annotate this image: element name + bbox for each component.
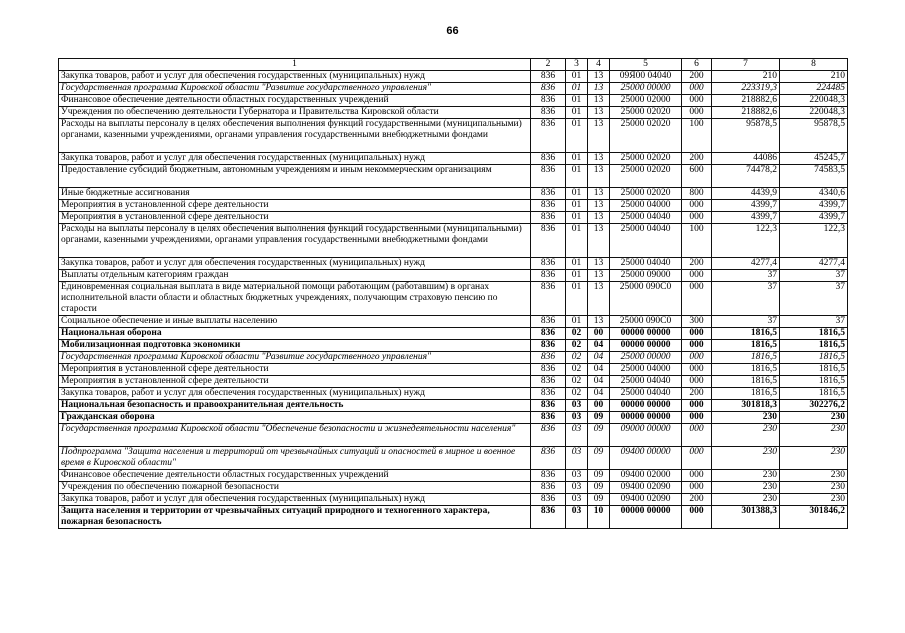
row-code-subsection: 04 <box>588 376 610 388</box>
row-code-subsection: 13 <box>588 153 610 165</box>
row-name: Финансовое обеспечение деятельности областных государственных учреждений <box>59 95 531 107</box>
row-code-section: 03 <box>566 482 588 494</box>
row-name: Государственная программа Кировской области "Обеспечение безопасности и жизнедеятельности населения" <box>59 424 531 447</box>
row-name: Расходы на выплаты персоналу в целях обеспечения выполнения функций государственными (муниципальными) органами, казенными учреждениями, органами управления государственными внебюджетными фондами <box>59 224 531 258</box>
row-code-expense: 000 <box>682 400 712 412</box>
row-code-expense: 200 <box>682 258 712 270</box>
row-code-section: 03 <box>566 470 588 482</box>
row-code-admin: 836 <box>531 494 566 506</box>
row-code-expense: 000 <box>682 447 712 470</box>
row-code-section: 01 <box>566 270 588 282</box>
row-code-admin: 836 <box>531 328 566 340</box>
row-code-section: 02 <box>566 364 588 376</box>
row-amount-year2: 220048,3 <box>780 95 848 107</box>
row-code-expense: 000 <box>682 200 712 212</box>
row-code-admin: 836 <box>531 119 566 153</box>
row-code-target: 25000 02020 <box>610 153 682 165</box>
table-row <box>59 352 848 364</box>
row-code-subsection: 09 <box>588 424 610 447</box>
row-code-target: 25000 04040 <box>610 258 682 270</box>
row-code-section: 03 <box>566 506 588 529</box>
row-code-target: 25000 02020 <box>610 165 682 188</box>
row-name: Мероприятия в установленной сфере деятельности <box>59 200 531 212</box>
row-code-target: 25000 04000 <box>610 200 682 212</box>
table-header-row <box>59 59 848 71</box>
row-amount-year2: 37 <box>780 282 848 316</box>
row-name: Национальная оборона <box>59 328 531 340</box>
row-code-subsection: 13 <box>588 282 610 316</box>
budget-table <box>58 58 848 529</box>
row-code-target: 25000 04040 <box>610 376 682 388</box>
row-amount-year2: 230 <box>780 424 848 447</box>
row-amount-year1: 122,3 <box>712 224 780 258</box>
table-row <box>59 376 848 388</box>
row-code-target: 09400 02000 <box>610 470 682 482</box>
table-row <box>59 153 848 165</box>
row-amount-year1: 44086 <box>712 153 780 165</box>
row-code-admin: 836 <box>531 352 566 364</box>
table-row <box>59 494 848 506</box>
row-code-section: 01 <box>566 107 588 119</box>
row-code-section: 01 <box>566 71 588 83</box>
row-code-subsection: 09 <box>588 470 610 482</box>
table-row <box>59 424 848 447</box>
row-code-admin: 836 <box>531 447 566 470</box>
row-name: Мероприятия в установленной сфере деятельности <box>59 376 531 388</box>
row-code-target: 25000 02020 <box>610 107 682 119</box>
row-code-admin: 836 <box>531 364 566 376</box>
row-amount-year1: 301388,3 <box>712 506 780 529</box>
row-code-section: 01 <box>566 200 588 212</box>
table-row <box>59 506 848 529</box>
row-amount-year2: 224485 <box>780 83 848 95</box>
row-code-admin: 836 <box>531 340 566 352</box>
column-header: 5 <box>610 59 682 71</box>
row-code-target: 09000 00000 <box>610 424 682 447</box>
row-name: Подпрограмма "Защита населения и территорий от чрезвычайных ситуаций и опасностей в мирное и военное время в Кировской области" <box>59 447 531 470</box>
row-name: Закупка товаров, работ и услуг для обеспечения государственных (муниципальных) нужд <box>59 153 531 165</box>
row-code-section: 03 <box>566 412 588 424</box>
column-header: 7 <box>712 59 780 71</box>
column-header: 2 <box>531 59 566 71</box>
row-code-admin: 836 <box>531 200 566 212</box>
row-name: Предоставление субсидий бюджетным, автономным учреждениям и иным некоммерческим организациям <box>59 165 531 188</box>
row-name: Социальное обеспечение и иные выплаты населению <box>59 316 531 328</box>
column-header: 8 <box>780 59 848 71</box>
row-amount-year2: 301846,2 <box>780 506 848 529</box>
row-amount-year1: 230 <box>712 482 780 494</box>
row-amount-year2: 1816,5 <box>780 340 848 352</box>
row-amount-year1: 223319,3 <box>712 83 780 95</box>
row-code-expense: 200 <box>682 388 712 400</box>
row-amount-year1: 37 <box>712 270 780 282</box>
row-amount-year2: 220048,3 <box>780 107 848 119</box>
row-amount-year1: 95878,5 <box>712 119 780 153</box>
row-amount-year1: 74478,2 <box>712 165 780 188</box>
row-code-admin: 836 <box>531 376 566 388</box>
row-code-admin: 836 <box>531 95 566 107</box>
row-amount-year1: 218882,6 <box>712 95 780 107</box>
row-amount-year1: 1816,5 <box>712 352 780 364</box>
row-amount-year1: 1816,5 <box>712 328 780 340</box>
row-code-admin: 836 <box>531 424 566 447</box>
table-row <box>59 119 848 153</box>
row-code-target: 25000 02000 <box>610 95 682 107</box>
row-amount-year1: 301818,3 <box>712 400 780 412</box>
row-code-subsection: 10 <box>588 506 610 529</box>
row-code-expense: 000 <box>682 364 712 376</box>
row-code-section: 01 <box>566 282 588 316</box>
row-code-target: 00000 00000 <box>610 506 682 529</box>
row-code-target: 25000 02020 <box>610 119 682 153</box>
row-code-subsection: 00 <box>588 328 610 340</box>
row-code-subsection: 13 <box>588 71 610 83</box>
row-amount-year2: 1816,5 <box>780 388 848 400</box>
table-row <box>59 188 848 200</box>
table-row <box>59 328 848 340</box>
row-name: Закупка товаров, работ и услуг для обеспечения государственных (муниципальных) нужд <box>59 494 531 506</box>
table-row <box>59 258 848 270</box>
row-code-admin: 836 <box>531 71 566 83</box>
row-name: Выплаты отдельным категориям граждан <box>59 270 531 282</box>
row-code-expense: 200 <box>682 71 712 83</box>
row-name: Государственная программа Кировской области "Развитие государственного управления" <box>59 83 531 95</box>
row-code-target: 25000 04040 <box>610 224 682 258</box>
row-amount-year2: 37 <box>780 316 848 328</box>
row-amount-year1: 4277,4 <box>712 258 780 270</box>
column-header: 6 <box>682 59 712 71</box>
row-code-expense: 000 <box>682 83 712 95</box>
row-amount-year2: 302276,2 <box>780 400 848 412</box>
row-amount-year2: 122,3 <box>780 224 848 258</box>
table-row <box>59 400 848 412</box>
row-amount-year1: 1816,5 <box>712 340 780 352</box>
table-row <box>59 165 848 188</box>
row-code-target: 09400 00000 <box>610 447 682 470</box>
row-code-target: 09400 02090 <box>610 494 682 506</box>
row-code-subsection: 13 <box>588 270 610 282</box>
row-name: Защита населения и территории от чрезвычайных ситуаций природного и техногенного характера, пожарная безопасность <box>59 506 531 529</box>
row-code-target: 25000 00000 <box>610 352 682 364</box>
row-amount-year1: 37 <box>712 316 780 328</box>
row-code-subsection: 13 <box>588 165 610 188</box>
row-amount-year2: 4277,4 <box>780 258 848 270</box>
row-code-expense: 000 <box>682 328 712 340</box>
table-row <box>59 282 848 316</box>
table-row <box>59 482 848 494</box>
row-amount-year2: 1816,5 <box>780 352 848 364</box>
row-name: Финансовое обеспечение деятельности областных государственных учреждений <box>59 470 531 482</box>
row-code-section: 03 <box>566 447 588 470</box>
row-amount-year2: 230 <box>780 470 848 482</box>
row-code-subsection: 09 <box>588 482 610 494</box>
row-code-admin: 836 <box>531 412 566 424</box>
row-code-expense: 000 <box>682 506 712 529</box>
row-amount-year1: 37 <box>712 282 780 316</box>
row-name: Единовременная социальная выплата в виде материальной помощи работающим (работавшим) в органах исполнительной власти области и областных бюджетных учреждениях, получающим страховую пенсию по старости <box>59 282 531 316</box>
row-code-subsection: 04 <box>588 352 610 364</box>
row-code-subsection: 09 <box>588 447 610 470</box>
row-amount-year1: 4439,9 <box>712 188 780 200</box>
row-code-expense: 000 <box>682 352 712 364</box>
row-code-section: 01 <box>566 83 588 95</box>
row-code-expense: 000 <box>682 107 712 119</box>
row-name: Расходы на выплаты персоналу в целях обеспечения выполнения функций государственными (муниципальными) органами, казенными учреждениями, органами управления государственными внебюджетными фондами <box>59 119 531 153</box>
row-amount-year1: 218882,6 <box>712 107 780 119</box>
row-code-section: 03 <box>566 494 588 506</box>
table-row <box>59 447 848 470</box>
row-code-subsection: 13 <box>588 188 610 200</box>
table-row <box>59 107 848 119</box>
row-code-target: 25000 02020 <box>610 188 682 200</box>
row-code-admin: 836 <box>531 212 566 224</box>
row-amount-year1: 1816,5 <box>712 388 780 400</box>
row-code-subsection: 04 <box>588 364 610 376</box>
table-row <box>59 364 848 376</box>
row-code-subsection: 13 <box>588 258 610 270</box>
row-code-target: 00000 00000 <box>610 340 682 352</box>
row-code-section: 02 <box>566 340 588 352</box>
row-code-section: 01 <box>566 258 588 270</box>
row-name: Мероприятия в установленной сфере деятельности <box>59 364 531 376</box>
row-amount-year1: 230 <box>712 412 780 424</box>
row-code-subsection: 00 <box>588 400 610 412</box>
row-name: Закупка товаров, работ и услуг для обеспечения государственных (муниципальных) нужд <box>59 258 531 270</box>
row-code-admin: 836 <box>531 388 566 400</box>
row-code-target: 09Я00 04040 <box>610 71 682 83</box>
row-code-section: 03 <box>566 400 588 412</box>
row-code-target: 00000 00000 <box>610 400 682 412</box>
row-code-expense: 000 <box>682 282 712 316</box>
row-amount-year1: 230 <box>712 470 780 482</box>
table-row <box>59 412 848 424</box>
table-row <box>59 340 848 352</box>
row-amount-year1: 230 <box>712 494 780 506</box>
row-name: Национальная безопасность и правоохранительная деятельность <box>59 400 531 412</box>
row-code-section: 01 <box>566 188 588 200</box>
row-code-expense: 000 <box>682 340 712 352</box>
row-code-target: 25000 04000 <box>610 364 682 376</box>
row-code-section: 02 <box>566 352 588 364</box>
row-amount-year2: 1816,5 <box>780 328 848 340</box>
row-code-section: 02 <box>566 328 588 340</box>
table-row <box>59 316 848 328</box>
table-body <box>59 59 848 529</box>
row-code-expense: 100 <box>682 224 712 258</box>
row-code-expense: 000 <box>682 212 712 224</box>
row-code-expense: 100 <box>682 119 712 153</box>
row-code-subsection: 04 <box>588 340 610 352</box>
row-code-expense: 600 <box>682 165 712 188</box>
row-code-subsection: 09 <box>588 412 610 424</box>
row-code-admin: 836 <box>531 482 566 494</box>
row-code-expense: 300 <box>682 316 712 328</box>
row-amount-year2: 74583,5 <box>780 165 848 188</box>
row-code-target: 25000 04040 <box>610 212 682 224</box>
row-code-admin: 836 <box>531 282 566 316</box>
row-code-section: 01 <box>566 119 588 153</box>
row-amount-year2: 95878,5 <box>780 119 848 153</box>
row-amount-year1: 230 <box>712 424 780 447</box>
row-amount-year2: 1816,5 <box>780 376 848 388</box>
table-row <box>59 212 848 224</box>
row-code-target: 25000 090С0 <box>610 282 682 316</box>
row-code-admin: 836 <box>531 506 566 529</box>
table-row <box>59 83 848 95</box>
column-header: 3 <box>566 59 588 71</box>
row-code-section: 01 <box>566 212 588 224</box>
row-amount-year2: 4399,7 <box>780 200 848 212</box>
row-name: Государственная программа Кировской области "Развитие государственного управления" <box>59 352 531 364</box>
row-name: Учреждения по обеспечению пожарной безопасности <box>59 482 531 494</box>
row-code-subsection: 13 <box>588 107 610 119</box>
row-amount-year2: 4399,7 <box>780 212 848 224</box>
row-code-expense: 000 <box>682 270 712 282</box>
row-code-admin: 836 <box>531 153 566 165</box>
row-code-section: 01 <box>566 153 588 165</box>
row-code-expense: 000 <box>682 470 712 482</box>
row-code-expense: 000 <box>682 95 712 107</box>
row-code-target: 00000 00000 <box>610 328 682 340</box>
row-code-expense: 200 <box>682 494 712 506</box>
row-code-section: 01 <box>566 224 588 258</box>
row-name: Иные бюджетные ассигнования <box>59 188 531 200</box>
row-code-admin: 836 <box>531 83 566 95</box>
row-code-expense: 000 <box>682 482 712 494</box>
row-code-expense: 000 <box>682 412 712 424</box>
row-code-subsection: 13 <box>588 212 610 224</box>
table-row <box>59 200 848 212</box>
row-amount-year1: 4399,7 <box>712 212 780 224</box>
row-code-admin: 836 <box>531 470 566 482</box>
row-amount-year2: 230 <box>780 494 848 506</box>
row-name: Учреждения по обеспечению деятельности Губернатора и Правительства Кировской области <box>59 107 531 119</box>
row-code-target: 25000 00000 <box>610 83 682 95</box>
table-row <box>59 270 848 282</box>
row-name: Закупка товаров, работ и услуг для обеспечения государственных (муниципальных) нужд <box>59 71 531 83</box>
row-code-admin: 836 <box>531 165 566 188</box>
column-header: 4 <box>588 59 610 71</box>
row-name: Гражданская оборона <box>59 412 531 424</box>
row-amount-year1: 4399,7 <box>712 200 780 212</box>
row-code-admin: 836 <box>531 270 566 282</box>
row-code-section: 01 <box>566 95 588 107</box>
row-code-subsection: 13 <box>588 200 610 212</box>
row-code-expense: 200 <box>682 153 712 165</box>
row-code-target: 25000 090С0 <box>610 316 682 328</box>
row-code-target: 25000 04040 <box>610 388 682 400</box>
row-amount-year2: 230 <box>780 447 848 470</box>
row-code-admin: 836 <box>531 316 566 328</box>
row-amount-year2: 230 <box>780 412 848 424</box>
row-code-subsection: 04 <box>588 388 610 400</box>
row-code-admin: 836 <box>531 224 566 258</box>
row-code-expense: 800 <box>682 188 712 200</box>
row-code-section: 01 <box>566 165 588 188</box>
row-amount-year2: 37 <box>780 270 848 282</box>
row-name: Мероприятия в установленной сфере деятельности <box>59 212 531 224</box>
row-amount-year2: 45245,7 <box>780 153 848 165</box>
table-row <box>59 388 848 400</box>
row-code-target: 00000 00000 <box>610 412 682 424</box>
row-name: Мобилизационная подготовка экономики <box>59 340 531 352</box>
row-code-section: 02 <box>566 376 588 388</box>
row-code-admin: 836 <box>531 107 566 119</box>
page-number: 66 <box>446 25 459 37</box>
row-code-subsection: 13 <box>588 95 610 107</box>
column-header: 1 <box>59 59 531 71</box>
row-code-section: 02 <box>566 388 588 400</box>
row-amount-year2: 4340,6 <box>780 188 848 200</box>
row-code-subsection: 09 <box>588 494 610 506</box>
row-code-subsection: 13 <box>588 119 610 153</box>
row-code-expense: 000 <box>682 376 712 388</box>
row-code-admin: 836 <box>531 188 566 200</box>
row-code-admin: 836 <box>531 400 566 412</box>
row-code-admin: 836 <box>531 258 566 270</box>
row-amount-year1: 1816,5 <box>712 376 780 388</box>
row-code-subsection: 13 <box>588 316 610 328</box>
row-amount-year1: 230 <box>712 447 780 470</box>
row-amount-year2: 1816,5 <box>780 364 848 376</box>
row-code-subsection: 13 <box>588 83 610 95</box>
row-amount-year2: 210 <box>780 71 848 83</box>
table-row <box>59 71 848 83</box>
row-amount-year1: 210 <box>712 71 780 83</box>
table-row <box>59 95 848 107</box>
row-code-subsection: 13 <box>588 224 610 258</box>
row-code-section: 01 <box>566 316 588 328</box>
row-code-target: 25000 09000 <box>610 270 682 282</box>
table-row <box>59 470 848 482</box>
table-row <box>59 224 848 258</box>
row-code-expense: 000 <box>682 424 712 447</box>
row-amount-year1: 1816,5 <box>712 364 780 376</box>
row-amount-year2: 230 <box>780 482 848 494</box>
row-code-target: 09400 02090 <box>610 482 682 494</box>
row-name: Закупка товаров, работ и услуг для обеспечения государственных (муниципальных) нужд <box>59 388 531 400</box>
row-code-section: 03 <box>566 424 588 447</box>
